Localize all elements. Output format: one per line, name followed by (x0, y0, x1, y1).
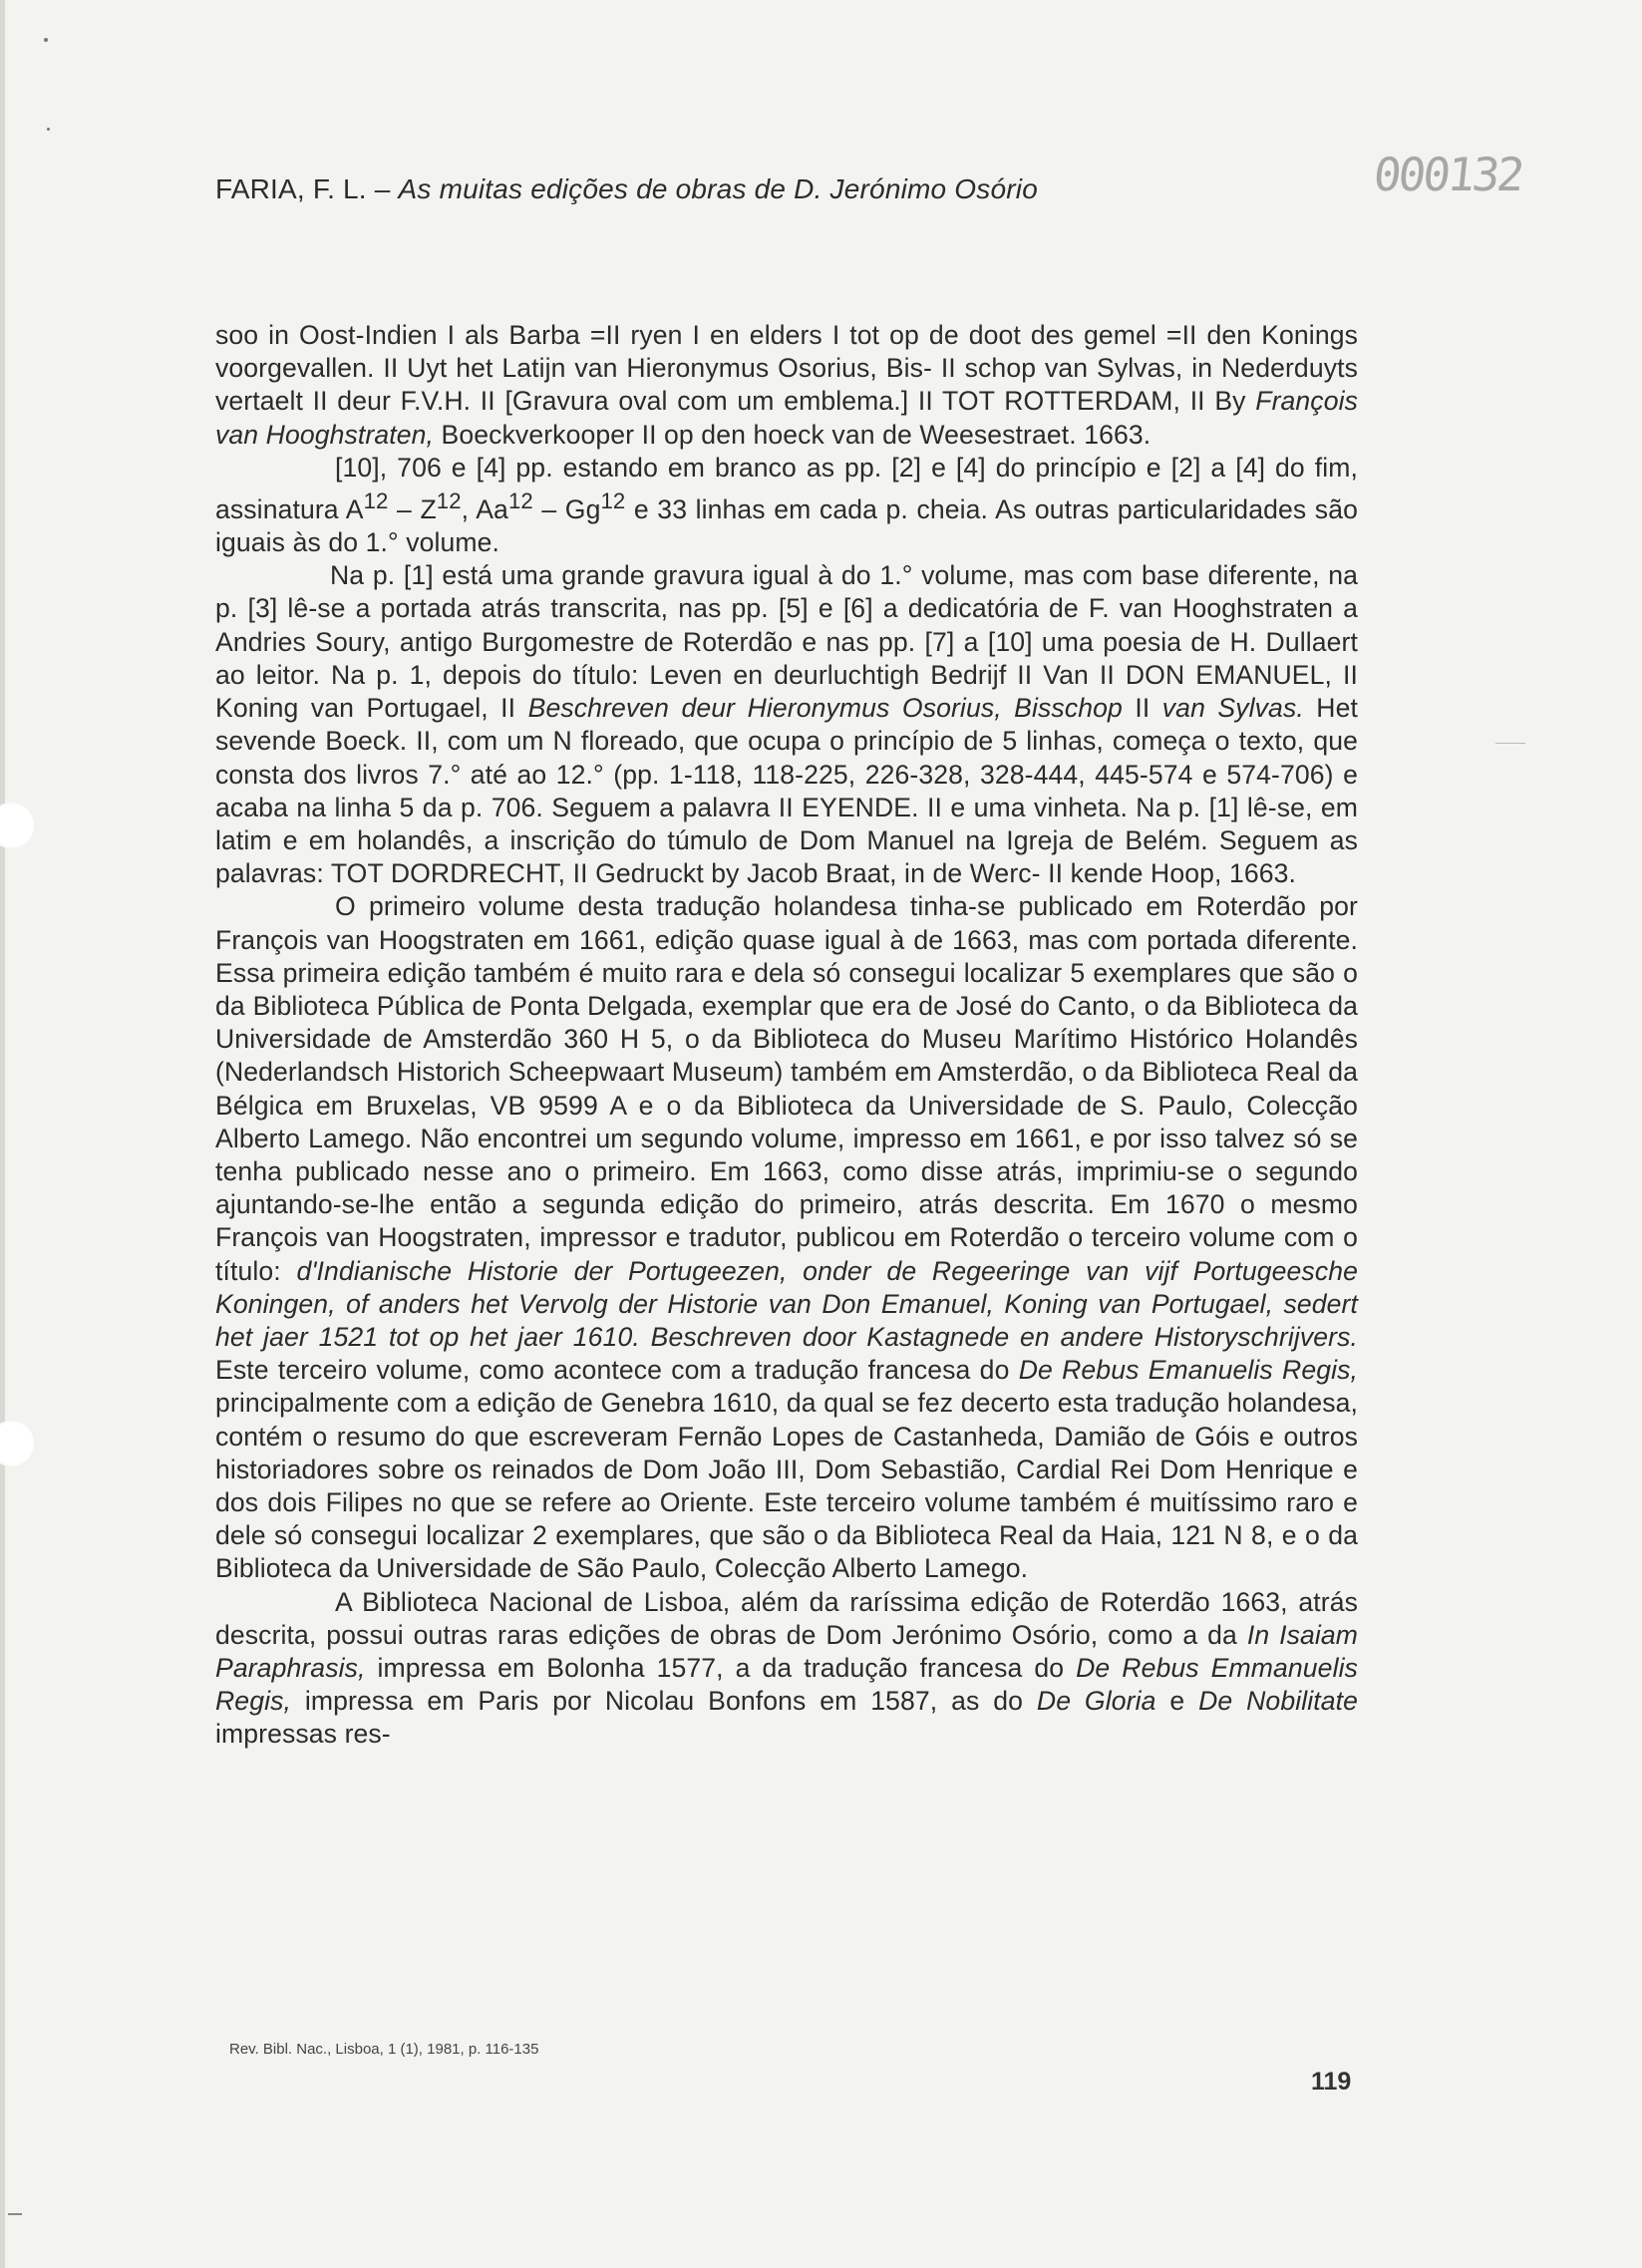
journal-citation: Rev. Bibl. Nac., Lisboa, 1 (1), 1981, p. 116-135 (229, 2041, 539, 2058)
archive-stamp: 000132 (1371, 148, 1525, 201)
scan-speck (44, 38, 48, 42)
punch-hole-upper (0, 803, 34, 848)
punch-hole-lower (0, 1421, 34, 1466)
paragraph-2: [10], 706 e [4] pp. estando em branco as pp. [2] e [4] do princípio e [2] a [4] do fim, assinatura $A^{12} - Z^{12}$, Aa$^{12}$ – Gg$^{12}$ e 33 linhas em cada p. cheia. As outras particularidades são iguais às do 1.° volume. (215, 452, 1358, 558)
header-title: As muitas edições de obras de D. Jerónimo Osório (398, 173, 1038, 204)
running-header (215, 173, 1038, 205)
page-left-edge (0, 0, 5, 2268)
paragraph-5: A Biblioteca Nacional de Lisboa, além da raríssima edição de Roterdão 1663, atrás descrita, possui outras raras edições de obras de Dom Jerónimo Osório, como a da In Isaiam Paraphrasis, impressa em Bolonha 1577, a da tradução francesa do De Rebus Emmanuelis Regis, impressa em Paris por Nicolau Bonfons em 1587, as do De Gloria e De Nobilitate impressas res- (215, 1586, 1359, 1750)
margin-mark (1495, 743, 1525, 744)
paragraph-3: Na p. [1] está uma grande gravura igual à do 1.° volume, mas com base diferente, na p. [3] lê-se a portada atrás transcrita, nas pp. [5] e [6] a dedicatória de F. van Hooghstraten a Andries Soury, antigo Burgomestre de Roterdão e nas pp. [7] a [10] uma poesia de H. Dullaert ao leitor. Na p. 1, depois do título: Leven en deurluchtigh Bedrijf II Van II DON EMANUEL, II Koning van Portugael, II Beschreven deur Hieronymus Osorius, Bisschop II van Sylvas. Het sevende Boeck. II, com um N floreado, que ocupa o princípio de 5 linhas, começa o texto, que consta dos livros 7.° até ao 12.° (pp. 1-118, 118-225, 226-328, 328-444, 445-574 e 574-706) e acaba na linha 5 da p. 706. Seguem a palavra II EYENDE. II e uma vinheta. Na p. [1] lê-se, em latim e em holandês, a inscrição do túmulo de Dom Manuel na Igreja de Belém. Seguem as palavras: TOT DORDRECHT, II Gedruckt by Jacob Braat, in de Werc- II kende Hoop, 1663. (215, 560, 1358, 889)
paragraph-1: soo in Oost-Indien I als Barba =II ryen I en elders I tot op de doot des gemel =II den Konings voorgevallen. II Uyt het Latijn van Hieronymus Osorius, Bis- II schop van Sylvas, in Nederduyts vertaelt II deur F.V.H. II [Gravura oval com um emblema.] II TOT ROTTERDAM, II By François van Hooghstraten, Boeckverkooper II op den hoeck van de Weesestraet. 1663. (215, 320, 1358, 450)
scan-speck (47, 128, 50, 131)
header-author: FARIA, F. L. – (215, 173, 399, 204)
page-number: 119 (1311, 2068, 1352, 2096)
margin-mark (8, 2213, 22, 2215)
paragraph-4: O primeiro volume desta tradução holandesa tinha-se publicado em Roterdão por François van Hoogstraten em 1661, edição quase igual à de 1663, mas com portada diferente. Essa primeira edição também é muito rara e dela só consegui localizar 5 exemplares que são o da Biblioteca Pública de Ponta Delgada, exemplar que era de José do Canto, o da Biblioteca da Universidade de Amsterdão 360 H 5, o da Biblioteca do Museu Marítimo Histórico Holandês (Nederlandsch Historich Scheepwaart Museum) também em Amsterdão, o da Biblioteca Real da Bélgica em Bruxelas, VB 9599 A e o da Biblioteca da Universidade de S. Paulo, Colecção Alberto Lamego. Não encontrei um segundo volume, impresso em 1661, e por isso talvez só se tenha publicado nesse ano o primeiro. Em 1663, como disse atrás, imprimiu-se o segundo ajuntando-se-lhe então a segunda edição do primeiro, atrás descrita. Em 1670 o mesmo François van Hoogstraten, impressor e tradutor, publicou em Roterdão o terceiro volume com o título: d'Indianische Historie der Portugeezen, onder de Regeeringe van vijf Portugeesche Koningen, of anders het Vervolg der Historie van Don Emanuel, Koning van Portugael, sedert het jaer 1521 tot op het jaer 1610. Beschreven door Kastagnede en andere Historyschrijvers. Este terceiro volume, como acontece com a tradução francesa do De Rebus Emanuelis Regis, principalmente com a edição de Genebra 1610, da qual se fez decerto esta tradução holandesa, contém o resumo do que escreveram Fernão Lopes de Castanheda, Damião de Góis e outros historiadores sobre os reinados de Dom João III, Dom Sebastião, Cardial Rei Dom Henrique e dos dois Filipes no que se refere ao Oriente. Este terceiro volume também é muitíssimo raro e dele só consegui localizar 2 exemplares, que são o da Biblioteca Real da Haia, 121 N 8, e o da Biblioteca da Universidade de São Paulo, Colecção Alberto Lamego. (215, 891, 1359, 1584)
body-text (215, 319, 1358, 1752)
